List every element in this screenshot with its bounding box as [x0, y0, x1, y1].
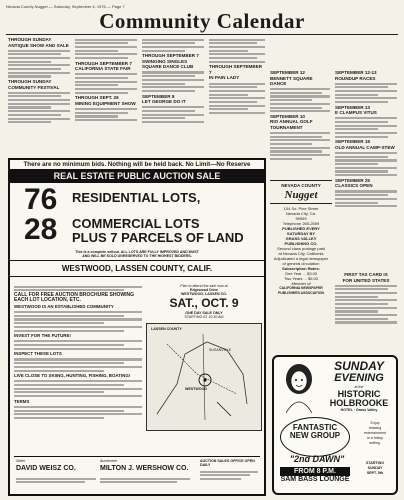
hotel-label: HOTEL · Grass Valley	[340, 408, 378, 412]
nugget-rate-row: One Year ... $3.00	[284, 270, 318, 276]
nugget-postage: Second class postage paid	[277, 245, 325, 251]
nugget-city: Nevada City, Ca.	[286, 210, 316, 216]
auction-banner: REAL ESTATE PUBLIC AUCTION SALE	[10, 169, 264, 183]
nugget-published: GRASS VALLEY	[285, 235, 317, 241]
one-day-sale: ONE DAY SALE ONLY	[185, 311, 223, 316]
calendar-column-4	[209, 37, 265, 157]
tax-card-heading: FIRST TAX CARD IS	[344, 272, 388, 277]
calendar-event-heading: ANTIQUE SHOW AND SALE	[8, 42, 69, 48]
location-map	[146, 323, 262, 431]
sale-date: SAT., OCT. 9	[169, 296, 239, 310]
auction-top-line: There are no minimum bids. Nothing will be held back. No Limit—No Reserve	[23, 161, 251, 168]
calendar-date-heading: SEPTEMBER 12	[270, 70, 305, 75]
map-county-label: LASSEN COUNTY	[151, 327, 182, 332]
parcels-label: PLUS 7 PARCELS OF LAND	[72, 230, 244, 245]
auction-fine-print: This is a complete sellout. ALL LOTS ARE FULLY IMPROVED AND MUST	[75, 250, 199, 254]
commercial-lot-count: 28	[24, 213, 58, 246]
start-date-block: STARTING SUNDAY SEPT. 5th	[365, 461, 385, 475]
calendar-event-heading: COMMUNITY FESTIVAL	[8, 84, 60, 90]
office-hours: AUCTION SALES OFFICE OPEN DAILY	[200, 459, 255, 467]
brochure-heading: CALL FOR FREE AUCTION BROCHURE SHOWING EACH LOT LOCATION, ETC.	[14, 291, 134, 304]
calendar-column-5	[270, 70, 330, 190]
calendar-date-heading: THROUGH SUNDAY	[8, 79, 52, 85]
calendar-date-heading: THROUGH SUNDAY	[8, 37, 52, 42]
singer-drawing	[278, 361, 320, 413]
sunday-heading: SUNDAY	[334, 359, 384, 373]
location-map-drawing	[147, 324, 259, 430]
nugget-title: Nugget	[284, 188, 318, 201]
sale-start-time: STARTING AT 10:30 AM	[184, 315, 224, 320]
singer-illustration	[278, 361, 320, 413]
at-the: at the	[354, 385, 364, 389]
nugget-publisher-box	[270, 180, 332, 355]
nugget-assoc: CALIFORNIA NEWSPAPER PUBLISHERS ASSOCIATION	[278, 285, 324, 295]
calendar-date-heading: SEPTEMBER 13	[335, 104, 370, 110]
auctioneer-name: MILTON J. WERSHOW CO.	[100, 465, 189, 472]
real-estate-auction-ad	[8, 158, 266, 496]
auction-details-right	[146, 284, 262, 454]
nugget-postage-city: at Nevada City, California	[278, 250, 324, 256]
calendar-event-heading: ROUNDUP RACES	[335, 75, 376, 81]
lounge-name: SAM BASS LOUNGE	[280, 476, 350, 483]
nugget-name: NEVADA COUNTY	[281, 183, 321, 188]
masthead-rule	[6, 34, 398, 35]
auctioneer-label: Auctioneer	[100, 459, 118, 463]
calendar-date-heading: THROUGH SEPTEMBER 7	[142, 53, 199, 59]
start-time: FROM 8 P.M.	[280, 467, 350, 476]
calendar-date-heading: SEPTEMBER 12-13	[335, 70, 377, 75]
commercial-lots-label: COMMERCIAL LOTS	[72, 216, 200, 231]
sale-venue: Edgewood Drive	[189, 288, 219, 292]
invest-heading: INVEST FOR THE FUTURE!	[14, 333, 71, 339]
page-title: Community Calendar	[99, 9, 305, 33]
calendar-date-heading: THROUGH SEPTEMBER 7	[209, 64, 263, 75]
calendar-date-heading: THROUGH SEPT. 26	[75, 95, 119, 101]
calendar-event-heading: E CLAMPUS VITUS	[335, 110, 377, 116]
new-group-label: NEW GROUP	[289, 430, 341, 440]
live-close-heading: LIVE CLOSE TO SKIING, HUNTING, FISHING, BOATING!	[14, 373, 131, 379]
nugget-legal: of general circulation	[282, 260, 320, 266]
holbrooke-heading: HOLBROOKE	[329, 398, 389, 408]
nugget-phone: Telephone 265-2559	[282, 220, 320, 226]
nugget-address: 104 So. Pine Street	[283, 205, 319, 211]
calendar-event-heading: LET GEORGE DO IT	[142, 99, 186, 105]
historic-heading: HISTORIC	[337, 389, 381, 399]
calendar-event-heading: CALIFORNIA STATE FAIR	[75, 66, 131, 72]
nugget-published: PUBLISHED EVERY	[282, 225, 320, 231]
calendar-event-heading: SWINGING SINGLES SQUARE DANCE CLUB	[142, 58, 194, 70]
nugget-subscription: Subscription Rates:	[282, 265, 320, 271]
nugget-zip: 95959	[295, 215, 307, 221]
calendar-date-heading: SEPTEMBER 25	[335, 177, 370, 183]
seller-name: DAVID WEISZ CO.	[16, 465, 76, 472]
nugget-legal: Adjudicated a legal newspaper	[273, 255, 329, 261]
auction-lots-headline	[10, 183, 264, 250]
nugget-rate-row: Two Years ... $5.00	[283, 275, 319, 281]
calendar-event-heading: RIO ANNUAL GOLF TOURNAMENT	[270, 119, 313, 130]
auction-footer	[14, 456, 260, 490]
map-westwood-label: WESTWOOD	[185, 387, 207, 392]
auction-location: WESTWOOD, LASSEN COUNTY, CALIF.	[10, 260, 264, 277]
calendar-column-6	[335, 70, 397, 270]
map-susanville-label: SUSANVILLE	[209, 348, 232, 353]
terms-heading: TERMS	[14, 398, 30, 404]
evening-heading: EVENING	[334, 372, 384, 384]
sale-place: WESTWOOD, LASSEN CO.	[181, 292, 227, 296]
nugget-member: Member of	[291, 280, 311, 286]
seller-label: Seller	[16, 459, 26, 463]
auction-fine-print: AND WILL BE SOLD UNRESERVED TO THE HIGHEST BIDDERS.	[82, 254, 192, 258]
residential-lots-label: RESIDENTIAL LOTS,	[72, 190, 201, 205]
calendar-column-1	[8, 37, 70, 157]
calendar-column-2	[75, 37, 137, 157]
page-folio: Nevada County Nugget — Saturday, September 4, 1976 — Page 7	[6, 4, 125, 9]
calendar-date-heading: THROUGH SEPTEMBER 7	[75, 60, 132, 66]
residential-lot-count: 76	[24, 183, 58, 216]
calendar-date-heading: SEPTEMBER 8	[142, 93, 175, 99]
calendar-event-heading: CLASSICS OPEN	[335, 183, 373, 189]
calendar-event-heading: IN PAIN LADY	[209, 75, 240, 81]
inspect-heading: INSPECT THESE LOTS	[14, 351, 62, 357]
nugget-published: PUBLISHING CO.	[284, 240, 318, 246]
calendar-date-heading: SEPTEMBER 18	[335, 139, 370, 145]
calendar-column-3	[142, 37, 204, 157]
tax-card-subheading: FOR UNITED STATES	[342, 277, 390, 283]
calendar-event-heading: BENNETT SQUARE DANCE	[270, 75, 313, 86]
group-bubble	[280, 417, 350, 457]
nugget-published: SATURDAY BY	[286, 230, 316, 236]
date-intro: Plan to attend the sale now at	[180, 284, 228, 288]
first-tax-card-item	[335, 272, 397, 347]
auction-details-left	[14, 284, 142, 454]
holbrooke-hotel-ad	[272, 355, 398, 495]
band-name: "2nd DAWN"	[289, 454, 345, 464]
calendar-event-heading: OLD ANNUAL CAMP-STEW	[335, 144, 395, 150]
calendar-event-heading: MINING EQUIPMENT SHOW	[75, 100, 136, 106]
fantastic-label: FANTASTIC	[292, 423, 338, 432]
side-copy: Enjoy relaxing entertainment in a folksy setting.	[364, 421, 386, 445]
westwood-note: WESTWOOD IS AN ESTABLISHED COMMUNITY	[14, 303, 114, 309]
calendar-date-heading: SEPTEMBER 10	[270, 113, 305, 119]
